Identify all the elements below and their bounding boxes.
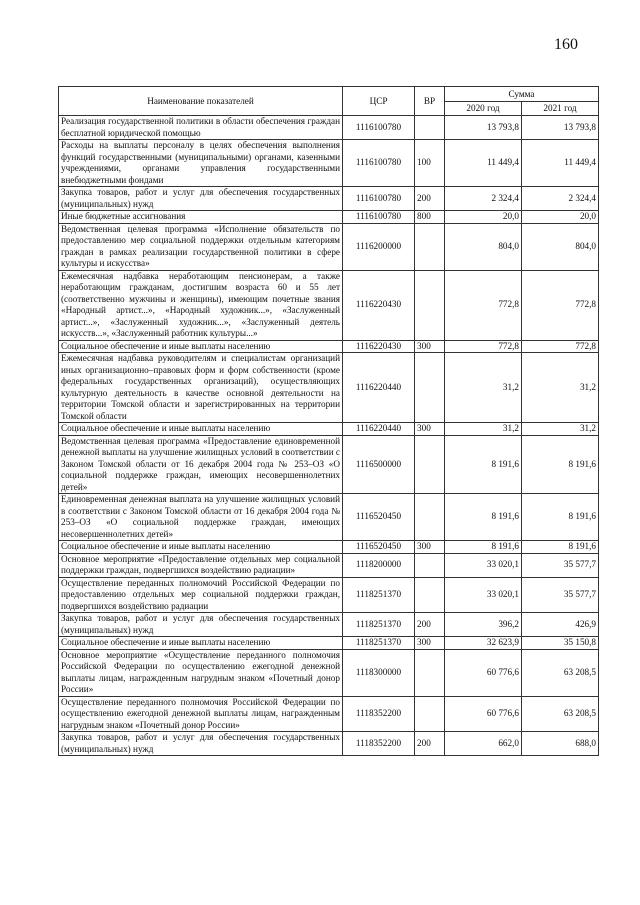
row-value-2021: 11 449,4 <box>522 140 599 187</box>
row-value-2020: 662,0 <box>445 732 522 756</box>
row-vr <box>415 353 445 423</box>
row-vr: 200 <box>415 187 445 211</box>
row-csr: 1118251370 <box>343 577 415 613</box>
table-row <box>59 553 599 577</box>
row-name: Ведомственная целевая программа «Исполнение обязательств по предоставлению мер социальной поддержки отдельным категориям граждан в рамках реализации государственной политики в сфере культуры и искусства» <box>59 223 343 270</box>
row-vr <box>415 116 445 140</box>
table-row <box>59 270 599 340</box>
table-row <box>59 494 599 541</box>
row-value-2021: 63 208,5 <box>522 696 599 732</box>
row-value-2021: 8 191,6 <box>522 494 599 541</box>
row-csr: 1116520450 <box>343 541 415 554</box>
row-value-2021: 426,9 <box>522 613 599 637</box>
table-row <box>59 696 599 732</box>
row-name: Ведомственная целевая программа «Предоставление единовременной денежной выплаты на улучшение жилищных условий в соответствии с Законом Томской области от 16 декабря 2004 года № 253–ОЗ «О социальной поддержке граждан, имеющих несовершеннолетних детей» <box>59 435 343 494</box>
row-name: Реализация государственной политики в области обеспечения граждан бесплатной юридической помощью <box>59 116 343 140</box>
row-value-2020: 396,2 <box>445 613 522 637</box>
row-value-2021: 13 793,8 <box>522 116 599 140</box>
row-vr: 800 <box>415 211 445 224</box>
row-name: Ежемесячная надбавка неработающим пенсионерам, а также неработающим гражданам, достигшим возраста 60 и 55 лет (соответственно мужчины и женщины), имеющим почетные звания «Народный артист...», «Народный художник...», «Заслуженный артист...», «Заслуженный художник...», «Заслуженный деятель искусств...», «Заслуженный работник культуры...» <box>59 270 343 340</box>
row-name: Расходы на выплаты персоналу в целях обеспечения выполнения функций государственными (муниципальными) органами, казенными учреждениями, органами управления государственными внебюджетными фондами <box>59 140 343 187</box>
budget-table <box>58 86 599 756</box>
row-name: Основное мероприятие «Осуществление переданного полномочия Российской Федерации по осуществлению ежегодной денежной выплаты лицам, награжденным нагрудным знаком «Почетный донор России» <box>59 649 343 696</box>
row-value-2021: 8 191,6 <box>522 541 599 554</box>
table-row <box>59 435 599 494</box>
row-vr <box>415 494 445 541</box>
row-name: Иные бюджетные ассигнования <box>59 211 343 224</box>
table-row <box>59 340 599 353</box>
row-value-2020: 33 020,1 <box>445 553 522 577</box>
row-value-2021: 31,2 <box>522 353 599 423</box>
row-value-2020: 33 020,1 <box>445 577 522 613</box>
row-vr <box>415 577 445 613</box>
row-name: Закупка товаров, работ и услуг для обеспечения государственных (муниципальных) нужд <box>59 613 343 637</box>
row-name: Закупка товаров, работ и услуг для обеспечения государственных (муниципальных) нужд <box>59 732 343 756</box>
row-value-2020: 8 191,6 <box>445 541 522 554</box>
table-row <box>59 187 599 211</box>
row-value-2020: 32 623,9 <box>445 637 522 650</box>
header-csr: ЦСР <box>343 87 415 116</box>
row-csr: 1116220430 <box>343 270 415 340</box>
row-csr: 1118251370 <box>343 637 415 650</box>
row-name: Социальное обеспечение и иные выплаты населению <box>59 423 343 436</box>
row-value-2021: 35 577,7 <box>522 553 599 577</box>
row-csr: 1118251370 <box>343 613 415 637</box>
row-csr: 1118300000 <box>343 649 415 696</box>
row-vr <box>415 553 445 577</box>
row-value-2020: 804,0 <box>445 223 522 270</box>
row-csr: 1116100780 <box>343 211 415 224</box>
row-name: Осуществление переданных полномочий Российской Федерации по предоставлению отдельных мер социальной поддержки граждан, подвергшихся воздействию радиации <box>59 577 343 613</box>
row-value-2020: 11 449,4 <box>445 140 522 187</box>
row-csr: 1118352200 <box>343 696 415 732</box>
row-value-2020: 772,8 <box>445 270 522 340</box>
row-csr: 1116100780 <box>343 187 415 211</box>
table-row <box>59 140 599 187</box>
row-name: Ежемесячная надбавка руководителям и специалистам организаций иных организационно–правовых форм и форм собственности (кроме федеральных государственных организаций), осуществляющих культурную деятельность в качестве основной деятельности на территории Томской области и зарегистрированных на территории Томской области <box>59 353 343 423</box>
row-vr: 300 <box>415 541 445 554</box>
row-csr: 1116100780 <box>343 116 415 140</box>
table-row <box>59 577 599 613</box>
row-csr: 1116220440 <box>343 423 415 436</box>
row-value-2020: 60 776,6 <box>445 696 522 732</box>
row-vr <box>415 270 445 340</box>
row-value-2021: 35 150,8 <box>522 637 599 650</box>
row-vr: 300 <box>415 340 445 353</box>
table-row <box>59 732 599 756</box>
row-vr <box>415 696 445 732</box>
row-value-2021: 2 324,4 <box>522 187 599 211</box>
row-value-2021: 20,0 <box>522 211 599 224</box>
table-row <box>59 613 599 637</box>
row-vr: 100 <box>415 140 445 187</box>
row-value-2020: 13 793,8 <box>445 116 522 140</box>
row-csr: 1116100780 <box>343 140 415 187</box>
row-name: Социальное обеспечение и иные выплаты населению <box>59 340 343 353</box>
row-csr: 1116520450 <box>343 494 415 541</box>
row-vr: 200 <box>415 613 445 637</box>
header-name: Наименование показателей <box>59 87 343 116</box>
row-name: Социальное обеспечение и иные выплаты населению <box>59 541 343 554</box>
header-year-2020: 2020 год <box>445 102 522 116</box>
row-name: Социальное обеспечение и иные выплаты населению <box>59 637 343 650</box>
row-value-2021: 804,0 <box>522 223 599 270</box>
table-row <box>59 211 599 224</box>
table-row <box>59 649 599 696</box>
table-row <box>59 353 599 423</box>
row-value-2021: 772,8 <box>522 270 599 340</box>
row-value-2020: 8 191,6 <box>445 494 522 541</box>
row-vr: 300 <box>415 637 445 650</box>
row-value-2020: 20,0 <box>445 211 522 224</box>
row-value-2020: 772,8 <box>445 340 522 353</box>
row-name: Основное мероприятие «Предоставление отдельных мер социальной поддержки граждан, подвергшихся воздействию радиации» <box>59 553 343 577</box>
table-row <box>59 423 599 436</box>
row-vr: 200 <box>415 732 445 756</box>
row-value-2021: 688,0 <box>522 732 599 756</box>
row-name: Закупка товаров, работ и услуг для обеспечения государственных (муниципальных) нужд <box>59 187 343 211</box>
table-body <box>59 116 599 756</box>
row-vr <box>415 435 445 494</box>
table-header <box>59 87 599 116</box>
table-row <box>59 223 599 270</box>
page-number: 160 <box>554 36 578 53</box>
row-value-2020: 31,2 <box>445 423 522 436</box>
row-value-2021: 35 577,7 <box>522 577 599 613</box>
row-vr: 300 <box>415 423 445 436</box>
row-vr <box>415 649 445 696</box>
row-csr: 1118200000 <box>343 553 415 577</box>
table-row <box>59 116 599 140</box>
row-value-2021: 772,8 <box>522 340 599 353</box>
row-value-2020: 8 191,6 <box>445 435 522 494</box>
row-value-2020: 2 324,4 <box>445 187 522 211</box>
row-csr: 1116500000 <box>343 435 415 494</box>
row-csr: 1116220440 <box>343 353 415 423</box>
row-value-2020: 31,2 <box>445 353 522 423</box>
row-vr <box>415 223 445 270</box>
table-row <box>59 637 599 650</box>
row-csr: 1118352200 <box>343 732 415 756</box>
row-csr: 1116220430 <box>343 340 415 353</box>
row-name: Единовременная денежная выплата на улучшение жилищных условий в соответствии с Законом Томской области от 16 декабря 2004 года № 253–ОЗ «О социальной поддержке граждан, имеющих несовершеннолетних детей» <box>59 494 343 541</box>
header-sum: Сумма <box>445 87 599 102</box>
row-name: Осуществление переданного полномочия Российской Федерации по осуществлению ежегодной денежной выплаты лицам, награжденным нагрудным знаком «Почетный донор России» <box>59 696 343 732</box>
row-value-2020: 60 776,6 <box>445 649 522 696</box>
row-value-2021: 63 208,5 <box>522 649 599 696</box>
row-csr: 1116200000 <box>343 223 415 270</box>
row-value-2021: 31,2 <box>522 423 599 436</box>
header-year-2021: 2021 год <box>522 102 599 116</box>
header-vr: ВР <box>415 87 445 116</box>
table-row <box>59 541 599 554</box>
row-value-2021: 8 191,6 <box>522 435 599 494</box>
